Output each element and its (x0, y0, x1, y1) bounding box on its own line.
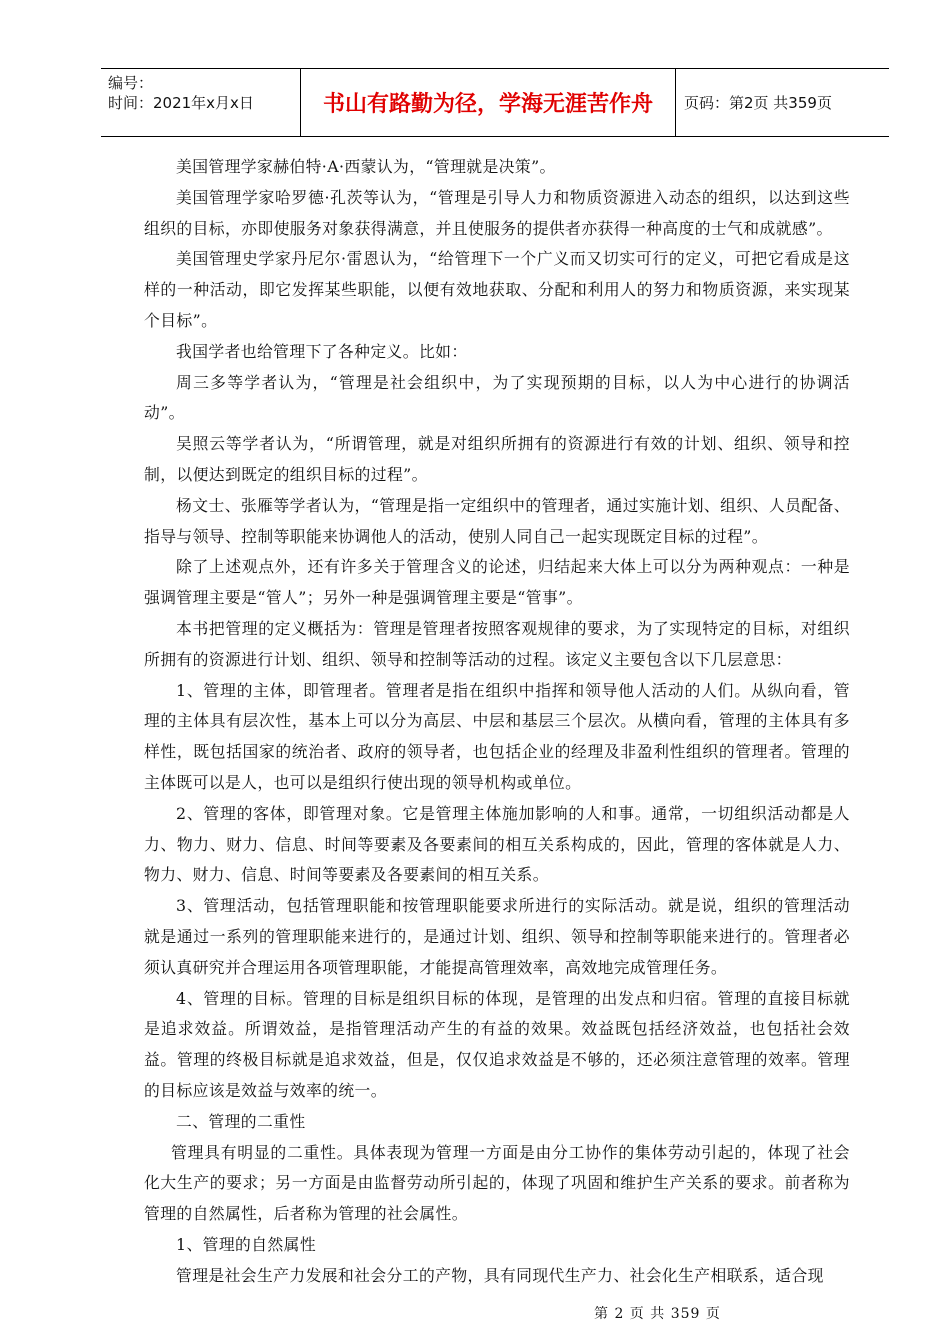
subsection-heading: 1、管理的自然属性 (176, 1234, 317, 1254)
paragraph: 2、管理的客体，即管理对象。它是管理主体施加影响的人和事。通常，一切组织活动都是人力、物力、财力、信息、时间等要素及各要素间的相互关系构成的，因此，管理的客体就是人力、物力、财力、信息、时间等要素及各要素间的相互关系。 (144, 803, 850, 885)
header-motto: 书山有路勤为径，学海无涯苦作舟 (301, 69, 676, 136)
paragraph: 杨文士、张雁等学者认为，“管理是指一定组织中的管理者，通过实施计划、组织、人员配备、指导与领导、控制等职能来协调他人的活动，使别人同自己一起实现既定目标的过程”。 (144, 495, 850, 546)
section-heading: 二、管理的二重性 (176, 1111, 306, 1131)
header-meta (101, 69, 301, 136)
paragraph: 我国学者也给管理下了各种定义。比如： (176, 341, 468, 361)
paragraph: 管理是社会生产力发展和社会分工的产物，具有同现代生产力、社会化生产相联系，适合现 (176, 1265, 824, 1285)
paragraph: 美国管理学家哈罗德·孔茨等认为，“管理是引导人力和物质资源进入动态的组织，以达到这些组织的目标，亦即使服务对象获得满意，并且使服务的提供者亦获得一种高度的士气和成就感”。 (144, 187, 850, 238)
paragraph: 1、管理的主体，即管理者。管理者是指在组织中指挥和领导他人活动的人们。从纵向看，管理的主体具有层次性，基本上可以分为高层、中层和基层三个层次。从横向看，管理的主体具有多样性，既包括国家的统治者、政府的领导者，也包括企业的经理及非盈利性组织的管理者。管理的主体既可以是人，也可以是组织行使出现的领导机构或单位。 (144, 680, 850, 792)
paragraph: 管理具有明显的二重性。具体表现为管理一方面是由分工协作的集体劳动引起的，体现了社会化大生产的要求；另一方面是由监督劳动所引起的，体现了巩固和维护生产关系的要求。前者称为管理的自然属性，后者称为管理的社会属性。 (144, 1142, 850, 1224)
paragraph: 4、管理的目标。管理的目标是组织目标的体现，是管理的出发点和归宿。管理的直接目标就是追求效益。所谓效益，是指管理活动产生的有益的效果。效益既包括经济效益，也包括社会效益。管理的终极目标就是追求效益，但是，仅仅追求效益是不够的，还必须注意管理的效率。管理的目标应该是效益与效率的统一。 (144, 988, 850, 1100)
document-body (144, 152, 850, 1291)
paragraph: 除了上述观点外，还有许多关于管理含义的论述，归结起来大体上可以分为两种观点：一种是强调管理主要是“管人”；另外一种是强调管理主要是“管事”。 (144, 557, 850, 608)
document-number: 编号： (108, 74, 154, 92)
paragraph: 3、管理活动，包括管理职能和按管理职能要求所进行的实际活动。就是说，组织的管理活动就是通过一系列的管理职能来进行的，是通过计划、组织、领导和控制等职能来进行的。管理者必须认真研究并合理运用各项管理职能，才能提高管理效率，高效地完成管理任务。 (144, 896, 850, 977)
paragraph: 周三多等学者认为，“管理是社会组织中，为了实现预期的目标，以人为中心进行的协调活动”。 (144, 372, 850, 423)
paragraph: 美国管理学家赫伯特·A·西蒙认为，“管理就是决策”。 (176, 157, 556, 176)
header-page-number: 页码：第2页 共359页 (684, 94, 832, 112)
paragraph: 美国管理史学家丹尼尔·雷恩认为，“给管理下一个广义而又切实可行的定义，可把它看成是这样的一种活动，即它发挥某些职能，以便有效地获取、分配和利用人的努力和物质资源，来实现某个目标”。 (144, 249, 850, 330)
page-header (101, 68, 889, 137)
page-footer: 第 2 页 共 359 页 (594, 1306, 721, 1322)
document-time: 时间：2021年x月x日 (108, 94, 254, 112)
paragraph: 吴照云等学者认为，“所谓管理，就是对组织所拥有的资源进行有效的计划、组织、领导和控制，以便达到既定的组织目标的过程”。 (144, 434, 850, 484)
paragraph: 本书把管理的定义概括为：管理是管理者按照客观规律的要求，为了实现特定的目标，对组织所拥有的资源进行计划、组织、领导和控制等活动的过程。该定义主要包含以下几层意思： (144, 618, 850, 669)
